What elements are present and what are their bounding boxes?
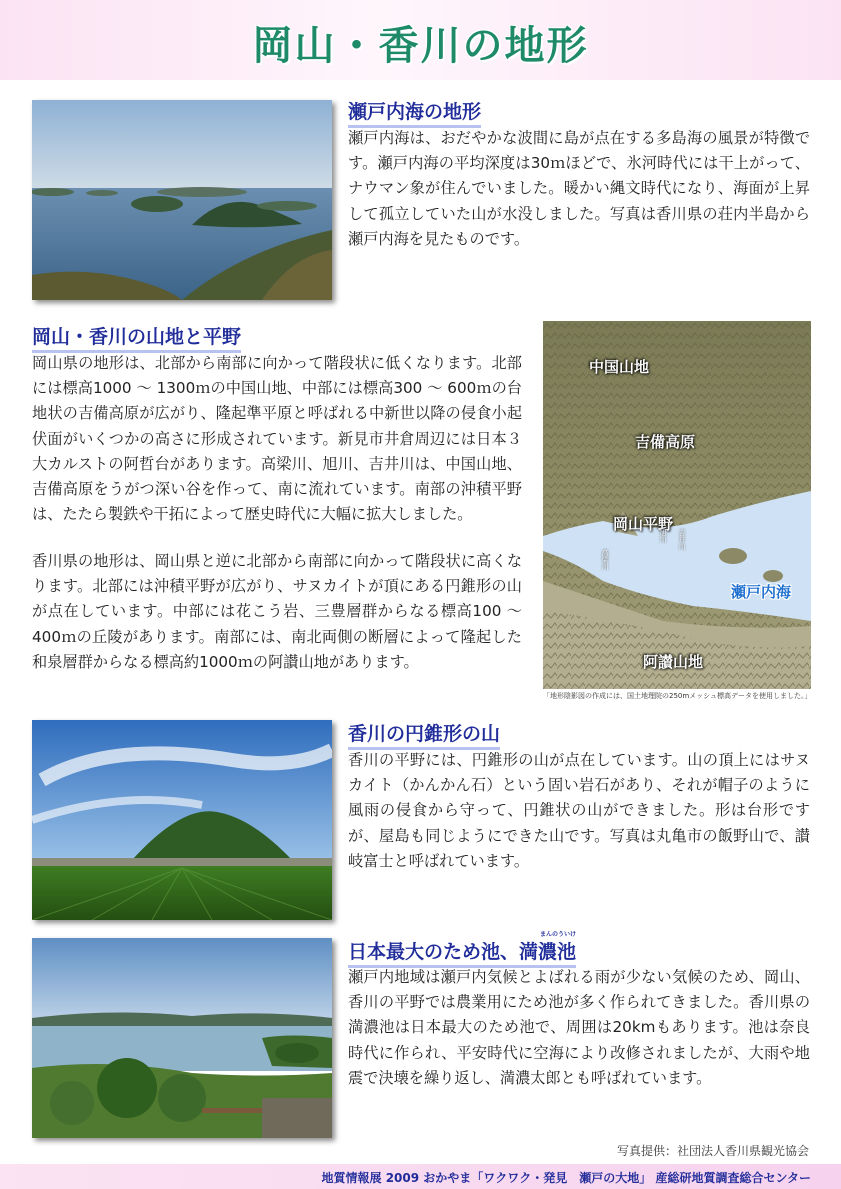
section-body-mannoike: 瀬戸内地域は瀬戸内気候とよばれる雨が少ない気候のため、岡山、香川の平野では農業用にため池が多く作られてきました。香川県の満濃池は日本最大のため池で、周囲は20kmもあります。池は奈良時代に作られ、平安時代に空海により改修されましたが、大雨や地震で決壊を繰り返し、満濃太郎とも呼ばれています。 <box>348 968 810 1087</box>
mannoike-ruby: まんのういけ <box>540 931 577 938</box>
river-label-takahashi: 高梁川 <box>601 549 609 570</box>
section-body-seto: 瀬戸内海は、おだやかな波間に島が点在する多島海の風景が特徴です。瀬戸内海の平均深度は30ｍほどで、氷河時代には干上がって、ナウマン象が住んでいました。暖かい縄文時代になり、海面が上昇して孤立していた山が水没しました。写真は香川県の荘内半島から瀬戸内海を見たものです。 <box>348 129 810 248</box>
section-body-cone: 香川の平野には、円錐形の山が点在しています。山の頂上にはサヌカイト（かんかん石）という固い岩石があり、それが帽子のように風雨の侵食から守って、円錐状の山ができました。形は台形ですが、屋島も同じようにできた山です。写真は丸亀市の飯野山で、讃岐富士と呼ばれています。 <box>348 751 810 870</box>
footer-band <box>0 1164 841 1189</box>
section-title-seto: 瀬戸内海の地形 <box>348 97 481 128</box>
section-body-okayama: 岡山県の地形は、北部から南部に向かって階段状に低くなります。北部には標高1000 ～ 1300ｍの中国山地、中部には標高300 ～ 600ｍの台地状の吉備高原が広がり、隆起準平原と呼ばれる中新世以降の侵食小起伏面がいくつかの高さに形成されています。新見市井倉周辺には日本３大カルストの阿哲台があります。高梁川、旭川、吉井川は、中国山地、吉備高原をうがつ深い谷を作って、南に流れています。南部の沖積平野は、たたら製鉄や干拓によって歴史時代に大幅に拡大しました。 <box>32 354 522 524</box>
river-label-asahi: 旭川 <box>659 529 667 543</box>
section-title-mountains: 岡山・香川の山地と平野 <box>32 322 241 353</box>
conical-mountain-photo <box>32 720 332 920</box>
photo-credit: 写真提供：社団法人香川県観光協会 <box>616 1144 809 1158</box>
river-label-yoshii: 吉井川 <box>678 529 686 550</box>
relief-map <box>543 321 811 689</box>
map-label-asan: 阿讃山地 <box>643 653 704 671</box>
section-title-mannoike: 日本最大のため池、満濃池 <box>348 937 576 968</box>
section-title-cone: 香川の円錐形の山 <box>348 719 500 750</box>
mannoike-photo <box>32 938 332 1138</box>
map-caption: 「地形陰影図の作成には、国土地理院の250mメッシュ標高データを使用しました。」 <box>543 692 812 700</box>
footer-text: 地質情報展 2009 おかやま「ワクワク・発見 瀬戸の大地」 産総研地質調査総合センター <box>321 1171 811 1185</box>
section-body-kagawa: 香川県の地形は、岡山県と逆に北部から南部に向かって階段状に高くなります。北部には沖積平野が広がり、サヌカイトが頂にある円錐形の山が点在しています。中部には花こう岩、三豊層群からなる標高100 ～ 400ｍの丘陵があります。南部には、南北両側の断層によって隆起した和泉層群からなる標高約1000ｍの阿讃山地があります。 <box>32 552 522 671</box>
seto-inland-sea-photo <box>32 100 332 300</box>
page-title: 岡山・香川の地形 <box>252 23 589 69</box>
map-label-setonaikai: 瀬戸内海 <box>731 583 792 601</box>
map-label-chugoku: 中国山地 <box>589 358 650 376</box>
map-label-okayama-plain: 岡山平野 <box>613 515 674 533</box>
map-label-kibi: 吉備高原 <box>635 433 696 451</box>
